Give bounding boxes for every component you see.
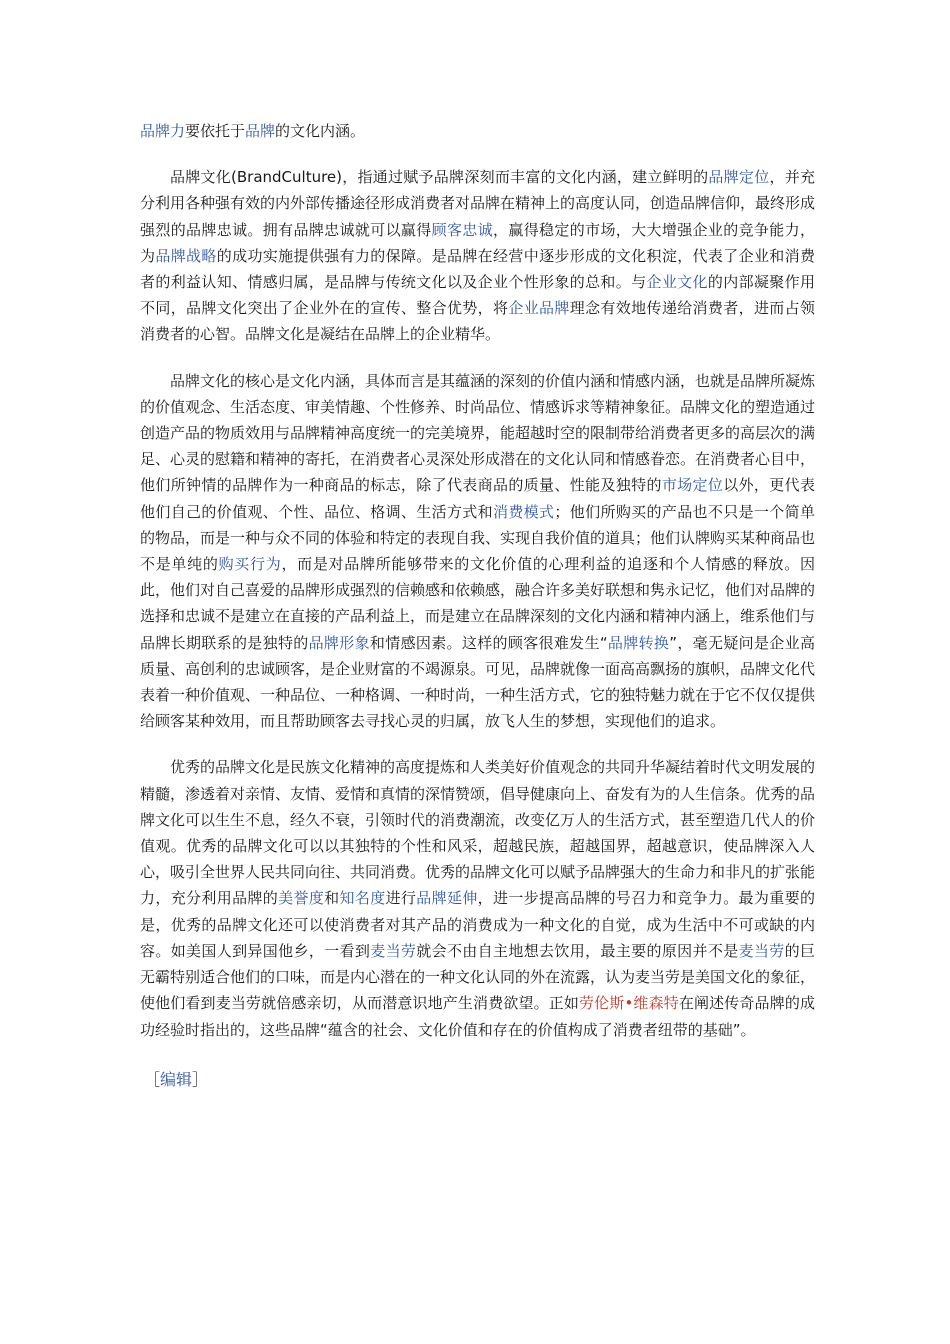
text: ；他们所购买的产品也不只是一个简单的物品，而是一种与众不同的体验和特定的表现自我、实现自我价值的道具；他们认牌购买某种商品也不是单纯的 bbox=[140, 502, 816, 574]
link-consumption-pattern[interactable]: 消费模式 bbox=[493, 502, 555, 521]
text: 和情感因素。这样的顾客很难发生“ bbox=[369, 633, 608, 652]
link-reputation[interactable]: 美誉度 bbox=[278, 889, 325, 908]
paragraph-brand-culture-definition bbox=[140, 164, 815, 347]
link-brand[interactable]: 品牌 bbox=[245, 122, 276, 140]
link-brand-image[interactable]: 品牌形象 bbox=[308, 633, 370, 652]
text: 的巨无霸特别适合他们的口味，而是内心潜在的一种文化认同的外在流露，认为麦当劳是美国文化的象征，使他们看到麦当劳就倍感亲切，从而潜意识地产生消费欲望。正如 bbox=[140, 941, 816, 1013]
link-lawrence-vincent[interactable]: 劳伦斯•维森特 bbox=[579, 994, 679, 1013]
text: ，进一步提高品牌的号召力和竞争力。最为重要的是，优秀的品牌文化还可以使消费者对其产品的消费成为一种文化的自觉，成为生活中不可或缺的内容。如美国人到异国他乡，一看到 bbox=[140, 889, 815, 960]
text: 在阐述传奇品牌的成功经验时指出的，这些品牌“蕴含的社会、文化价值和存在的价值构成了消费者纽带的基础”。 bbox=[140, 994, 815, 1039]
text: 品牌文化的核心是文化内涵，具体而言是其蕴涵的深刻的价值内涵和情感内涵，也就是品牌所凝炼的价值观念、生活态度、审美情趣、个性修养、时尚品位、情感诉求等精神象征。品牌文化的塑造通过创造产品的物质效用与品牌精神高度统一的完美境界，能超越时空的限制带给消费者更多的高层次的满足、心灵的慰籍和精神的寄托，在消费者心灵深处形成潜在的文化认同和情感眷恋。在消费者心目中，他们所钟情的品牌作为一种商品的标志，除了代表商品的质量、性能及独特的 bbox=[140, 371, 816, 495]
text: ，赢得稳定的市场，大大增强企业的竞争能力，为 bbox=[140, 220, 815, 265]
link-corporate-brand[interactable]: 企业品牌 bbox=[508, 299, 570, 318]
bracket-open: ［ bbox=[144, 1069, 161, 1089]
paragraph-brand-culture-core bbox=[140, 368, 815, 735]
bracket-close: ］ bbox=[192, 1069, 209, 1089]
link-brand-switching[interactable]: 品牌转换 bbox=[607, 633, 670, 652]
spacer bbox=[140, 1043, 815, 1067]
link-mcdonalds-2[interactable]: 麦当劳 bbox=[738, 941, 785, 960]
link-brand-power[interactable]: 品牌力 bbox=[140, 122, 186, 140]
text: 和 bbox=[324, 889, 340, 908]
paragraph-intro bbox=[140, 118, 815, 144]
link-market-positioning[interactable]: 市场定位 bbox=[661, 476, 724, 495]
link-corporate-culture[interactable]: 企业文化 bbox=[646, 273, 708, 292]
link-brand-strategy[interactable]: 品牌战略 bbox=[155, 246, 217, 265]
text: ”，毫无疑问是企业高质量、高创利的忠诚顾客，是企业财富的不竭源泉。可见，品牌就像一面高高飘扬的旗帜，品牌文化代表着一种价值观、一种品位、一种格调、一种时尚，一种生活方式，它的独特魅力就在于它不仅仅提供给顾客某种效用，而且帮助顾客去寻找心灵的归属，放飞人生的梦想，实现他们的追求。 bbox=[140, 633, 816, 731]
link-purchase-behavior[interactable]: 购买行为 bbox=[218, 555, 282, 574]
text: 进行 bbox=[385, 889, 417, 908]
spacer bbox=[140, 144, 815, 164]
article-body bbox=[140, 118, 815, 1093]
edit-link[interactable]: 编辑 bbox=[160, 1069, 193, 1089]
text: 的内部凝聚作用不同，品牌文化突出了企业外在的宣传、整合优势，将 bbox=[140, 273, 815, 318]
link-awareness[interactable]: 知名度 bbox=[339, 889, 386, 908]
text: 优秀的品牌文化是民族文化精神的高度提炼和人类美好价值观念的共同升华凝结着时代文明发展的精髓，渗透着对亲情、友情、爱情和真情的深情赞颂，倡导健康向上、奋发有为的人生信条。优秀的品牌文化可以生生不息，经久不衰，引领时代的消费潮流，改变亿万人的生活方式，甚至塑造几代人的价值观。优秀的品牌文化可以以其独特的个性和风采，超越民族，超越国界，超越意识，使品牌深入人心，吸引全世界人民共同向往、共同消费。优秀的品牌文化可以赋予品牌强大的生命力和非凡的扩张能力，充分利用品牌的 bbox=[140, 758, 816, 908]
text: 以外，更代表他们自己的价值观、个性、品位、格调、生活方式和 bbox=[140, 476, 815, 521]
text: ，并充分利用各种强有效的内外部传播途径形成消费者对品牌在精神上的高度认同，创造品牌信仰，最终形成强烈的品牌忠诚。拥有品牌忠诚就可以赢得 bbox=[140, 168, 816, 239]
link-customer-loyalty[interactable]: 顾客忠诚 bbox=[431, 220, 494, 239]
text: 要依托于 bbox=[185, 122, 246, 140]
spacer bbox=[140, 734, 815, 754]
link-mcdonalds[interactable]: 麦当劳 bbox=[370, 941, 417, 960]
link-brand-extension[interactable]: 品牌延伸 bbox=[416, 889, 478, 908]
edit-section-link bbox=[144, 1067, 815, 1093]
spacer bbox=[140, 348, 815, 368]
text: 理念有效地传递给消费者，进而占领消费者的心智。品牌文化是凝结在品牌上的企业精华。 bbox=[140, 299, 815, 344]
link-brand-positioning[interactable]: 品牌定位 bbox=[708, 168, 770, 187]
text: 品牌文化(BrandCulture)，指通过赋予品牌深刻而丰富的文化内涵，建立鲜明的 bbox=[170, 168, 709, 187]
text: 就会不由自主地想去饮用，最主要的原因并不是 bbox=[416, 941, 739, 960]
paragraph-excellent-brand-culture bbox=[140, 754, 815, 1042]
text: 的成功实施提供强有力的保障。是品牌在经营中逐步形成的文化积淀，代表了企业和消费者的利益认知、情感归属，是品牌与传统文化以及企业个性形象的总和。与 bbox=[140, 246, 815, 292]
text: 的文化内涵。 bbox=[275, 122, 366, 140]
text: ，而是对品牌所能够带来的文化价值的心理利益的追逐和个人情感的释放。因此，他们对自己喜爱的品牌形成强烈的信赖感和依赖感，融合许多美好联想和隽永记忆，他们对品牌的选择和忠诚不是建立在直接的产品利益上，而是建立在品牌深刻的文化内涵和精神内涵上，维系他们与品牌长期联系的是独特的 bbox=[140, 555, 816, 652]
